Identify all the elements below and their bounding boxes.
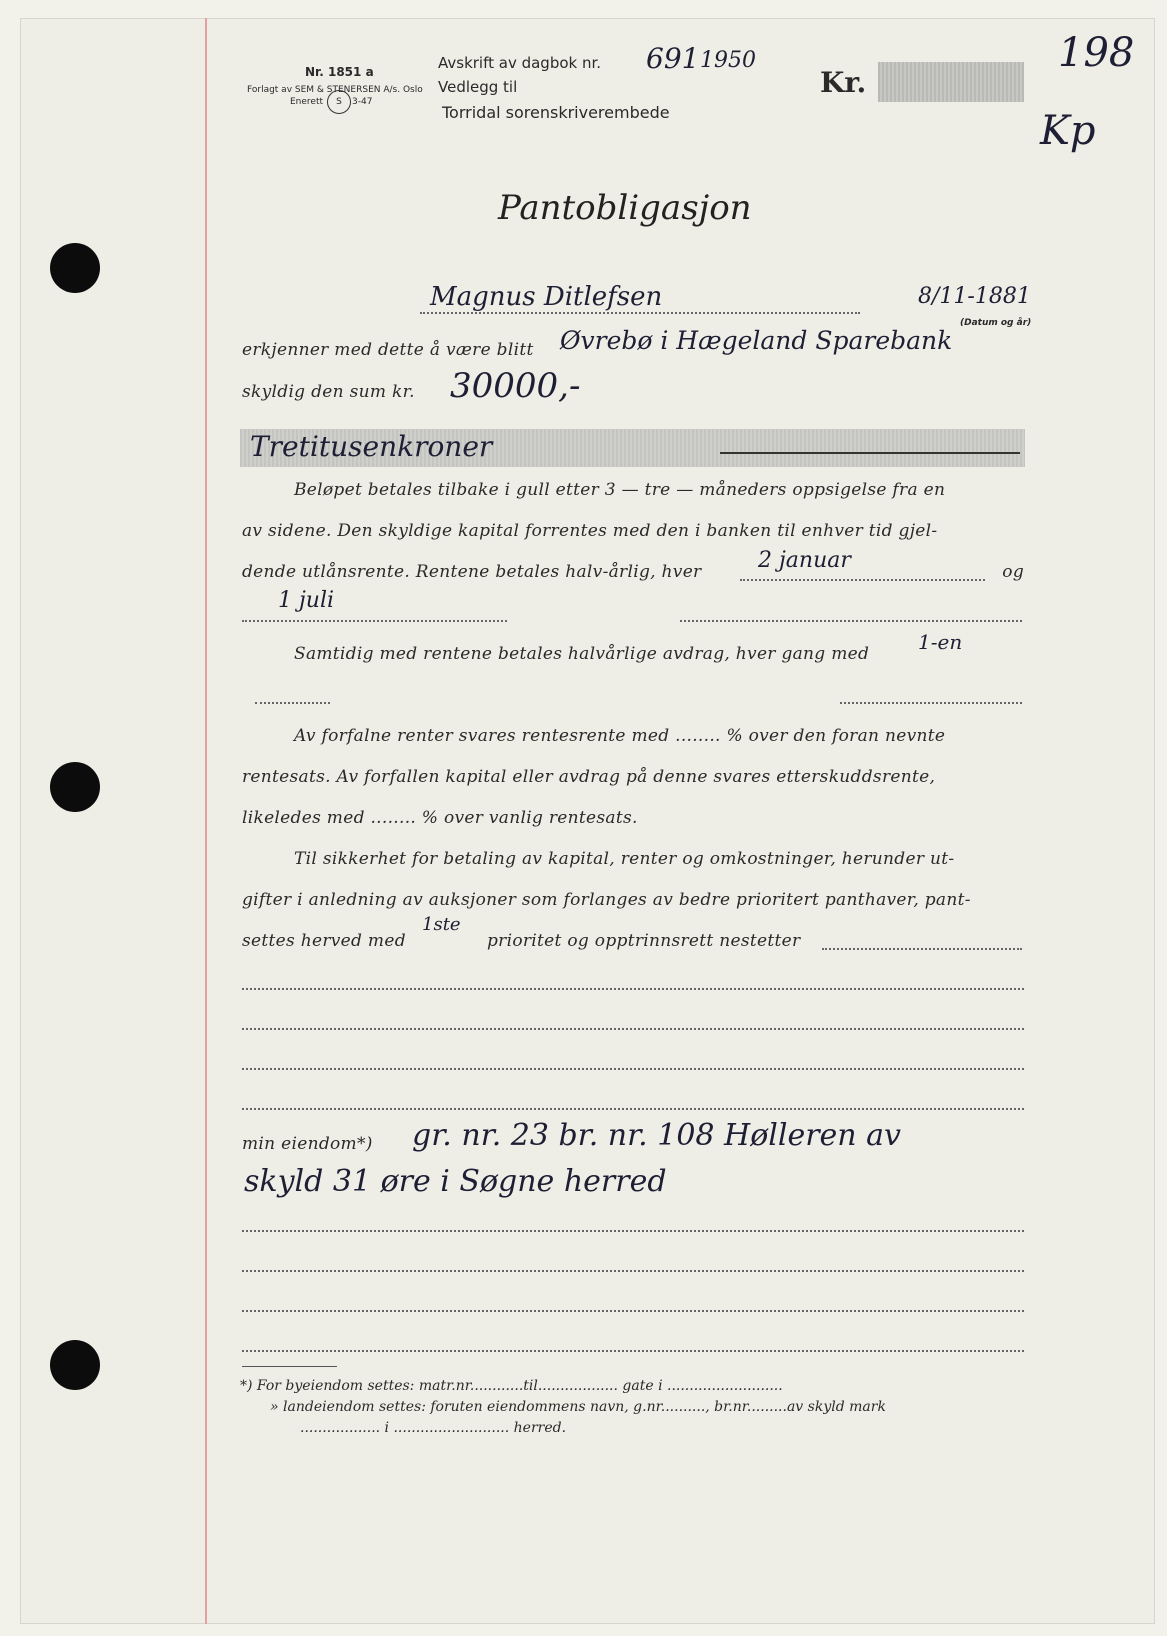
punch-hole-middle — [50, 762, 100, 812]
amount-words-line — [720, 452, 1020, 454]
body-line-3a: Av forfalne renter svares rentesrente med ........ % over den foran nevnte — [294, 726, 946, 746]
blank-row — [242, 1106, 1024, 1110]
footnote-rule — [242, 1366, 337, 1367]
body-line-4c-end: prioritet og opptrinnsrett nestetter — [487, 931, 801, 951]
blank-row — [242, 1348, 1024, 1352]
stamp-vedlegg: Vedlegg til — [438, 78, 518, 96]
blank-row — [242, 1066, 1024, 1070]
blank-row — [242, 1026, 1024, 1030]
body-line-3c: likeledes med ........ % over vanlig rentesats. — [242, 808, 638, 828]
kr-label: Kr. — [820, 66, 867, 99]
blank-row — [242, 1268, 1024, 1272]
dagbok-year: 1950 — [700, 48, 756, 73]
owes-label: skyldig den sum kr. — [242, 382, 415, 402]
born-date: 8/11-1881 — [918, 284, 1031, 309]
punch-hole-bottom — [50, 1340, 100, 1390]
installment-rate: 1-en — [918, 630, 963, 654]
body-line-3b: rentesats. Av forfallen kapital eller avdrag på denne svares etterskuddsrente, — [242, 767, 936, 787]
body-line-4a: Til sikkerhet for betaling av kapital, renter og omkostninger, herunder ut- — [294, 849, 955, 869]
property-line-1: gr. nr. 23 br. nr. 108 Hølleren av — [412, 1118, 901, 1153]
interest-second-date: 1 juli — [278, 588, 335, 613]
form-number: Nr. 1851 a — [305, 65, 374, 79]
publisher-enerett: Enerett — [290, 97, 324, 107]
kr-amount-box — [878, 62, 1024, 102]
footnote-line-2: » landeiendom settes: foruten eiendommens navn, g.nr.........., br.nr.........av skyld mark — [270, 1399, 886, 1415]
property-label: min eiendom*) — [242, 1134, 373, 1154]
blank-row — [242, 1308, 1024, 1312]
stamp-court: Torridal sorenskriverembede — [442, 103, 670, 122]
owes-row — [242, 382, 1024, 402]
interest-first-date: 2 januar — [758, 548, 851, 573]
dagbok-number: 691 — [646, 42, 700, 75]
body-line-1c-end: og — [1002, 562, 1024, 582]
property-line-2: skyld 31 øre i Søgne herred — [244, 1164, 667, 1199]
publisher-line: Forlagt av SEM & STENERSEN A/s. Oslo — [247, 85, 423, 95]
body-line-4b: gifter i anledning av auksjoner som forlanges av bedre prioritert panthaver, pant- — [242, 890, 971, 910]
margin-note-kp: Kp — [1040, 108, 1096, 154]
punch-hole-top — [50, 243, 100, 293]
publisher-code: 3-47 — [352, 97, 373, 107]
margin-note-number: 198 — [1058, 30, 1135, 76]
footnote-line-3: .................. i .......................... herred. — [300, 1420, 567, 1436]
blank-row — [242, 986, 1024, 990]
margin-line — [205, 18, 207, 1624]
blank-row — [242, 1228, 1024, 1232]
creditor-name: Øvrebø i Hægeland Sparebank — [560, 326, 953, 355]
footnote-line-1: *) For byeiendom settes: matr.nr............til.................. gate i .......................... — [240, 1378, 783, 1394]
body-line-1b: av sidene. Den skyldige kapital forrentes med den i banken til enhver tid gjel- — [242, 521, 938, 541]
stamp-dagbok: Avskrift av dagbok nr. — [438, 54, 602, 72]
date-hint: (Datum og år) — [960, 318, 1032, 328]
undersigned-name: Magnus Ditlefsen — [430, 282, 663, 312]
body-line-1c: dende utlånsrente. Rentene betales halv-årlig, hver — [242, 562, 702, 582]
document-title: Pantobligasjon — [498, 188, 752, 228]
body-line-1a: Beløpet betales tilbake i gull etter 3 — tre — måneders oppsigelse fra en — [294, 480, 946, 500]
priority-value: 1ste — [422, 914, 461, 935]
amount-value: 30000,- — [450, 366, 581, 406]
amount-words: Tretitusenkroner — [250, 430, 493, 463]
publisher-stamp-icon: S — [327, 90, 351, 114]
body-line-4c: settes herved med — [242, 931, 406, 951]
acknowledges-label: erkjenner med dette å være blitt — [242, 340, 534, 360]
body-line-2a: Samtidig med rentene betales halvårlige avdrag, hver gang med — [294, 644, 870, 664]
